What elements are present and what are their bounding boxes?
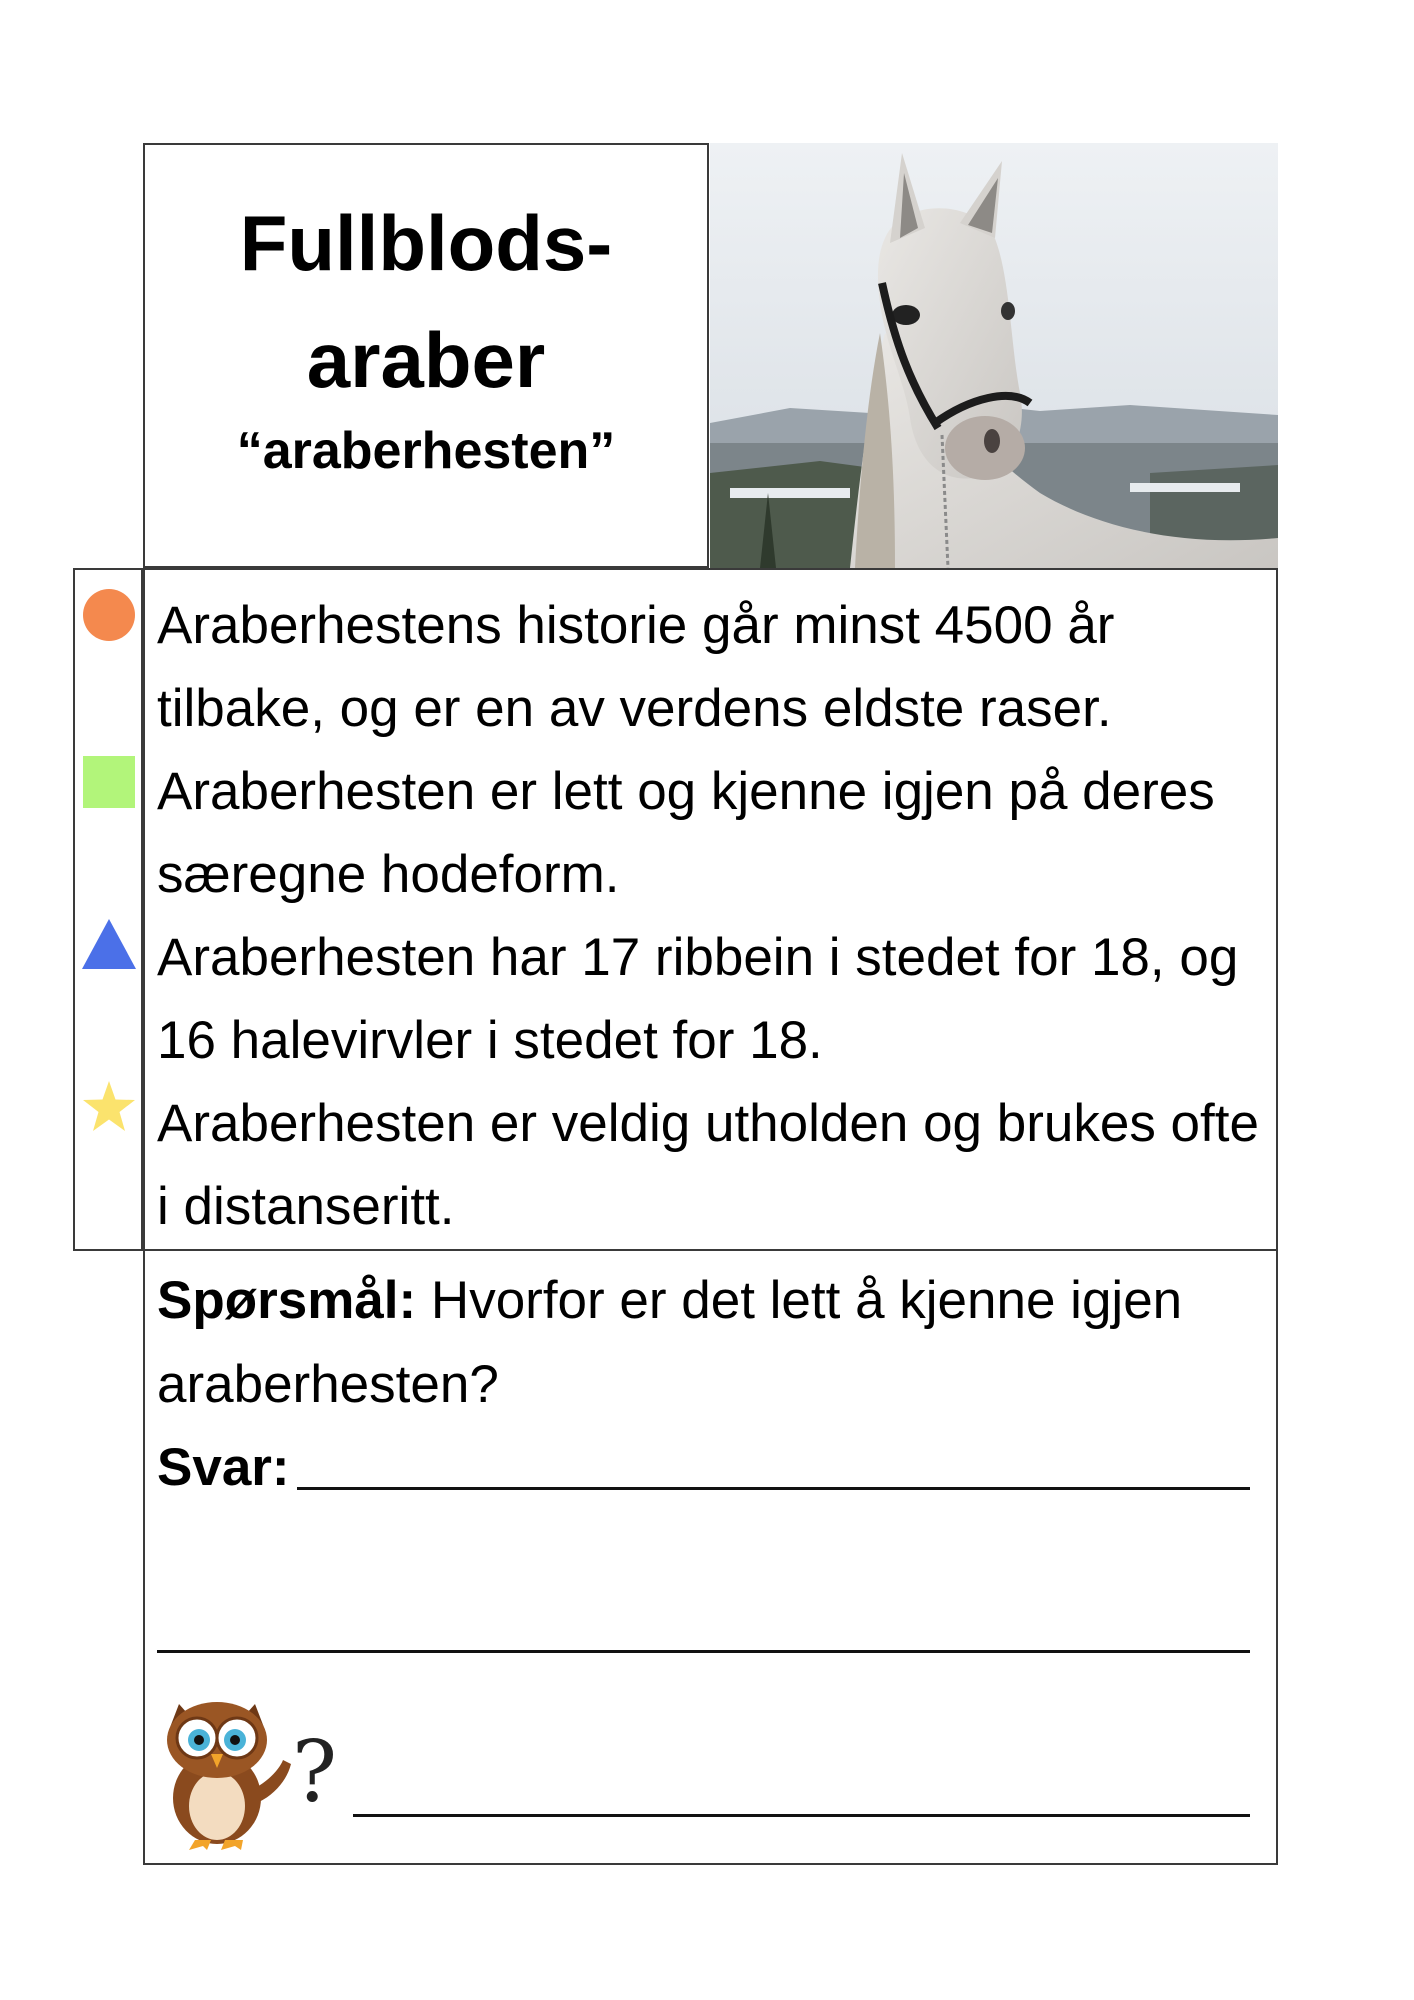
- question-label: Spørsmål:: [157, 1271, 417, 1330]
- owl-icon: [155, 1690, 295, 1852]
- fact-ribs: Araberhesten har 17 ribbein i stedet for 18, og 16 halevirvler i stedet for 18.: [157, 928, 1239, 1070]
- answer-line-1[interactable]: [297, 1487, 1250, 1490]
- question-mark: ?: [292, 1723, 338, 1821]
- fact-head-shape: Araberhesten er lett og kjenne igjen på deres særegne hodeform.: [157, 762, 1215, 904]
- answer-line-2[interactable]: [157, 1650, 1250, 1653]
- question-body: Hvorfor er det lett å kjenne igjen araberhesten?: [157, 1271, 1183, 1414]
- facts-box: [143, 568, 1278, 1251]
- triangle-icon: [81, 917, 137, 973]
- circle-icon: [81, 587, 137, 643]
- page-title-line1: Fullblods-: [239, 199, 613, 287]
- page-subtitle: “araberhesten”: [236, 422, 616, 480]
- star-icon: [81, 1079, 137, 1135]
- fact-endurance: Araberhesten er veldig utholden og brukes ofte i distanseritt.: [157, 1094, 1259, 1236]
- square-icon: [81, 754, 137, 810]
- question-text: [157, 1259, 1257, 1427]
- title-box: [143, 143, 709, 568]
- page-title-line2: araber: [306, 316, 546, 404]
- horse-photo: [710, 143, 1278, 568]
- icon-column: [73, 568, 143, 1251]
- answer-line-3[interactable]: [353, 1814, 1250, 1817]
- fact-history: Araberhestens historie går minst 4500 år tilbake, og er en av verdens eldste raser.: [157, 596, 1115, 738]
- answer-label: Svar:: [157, 1438, 290, 1497]
